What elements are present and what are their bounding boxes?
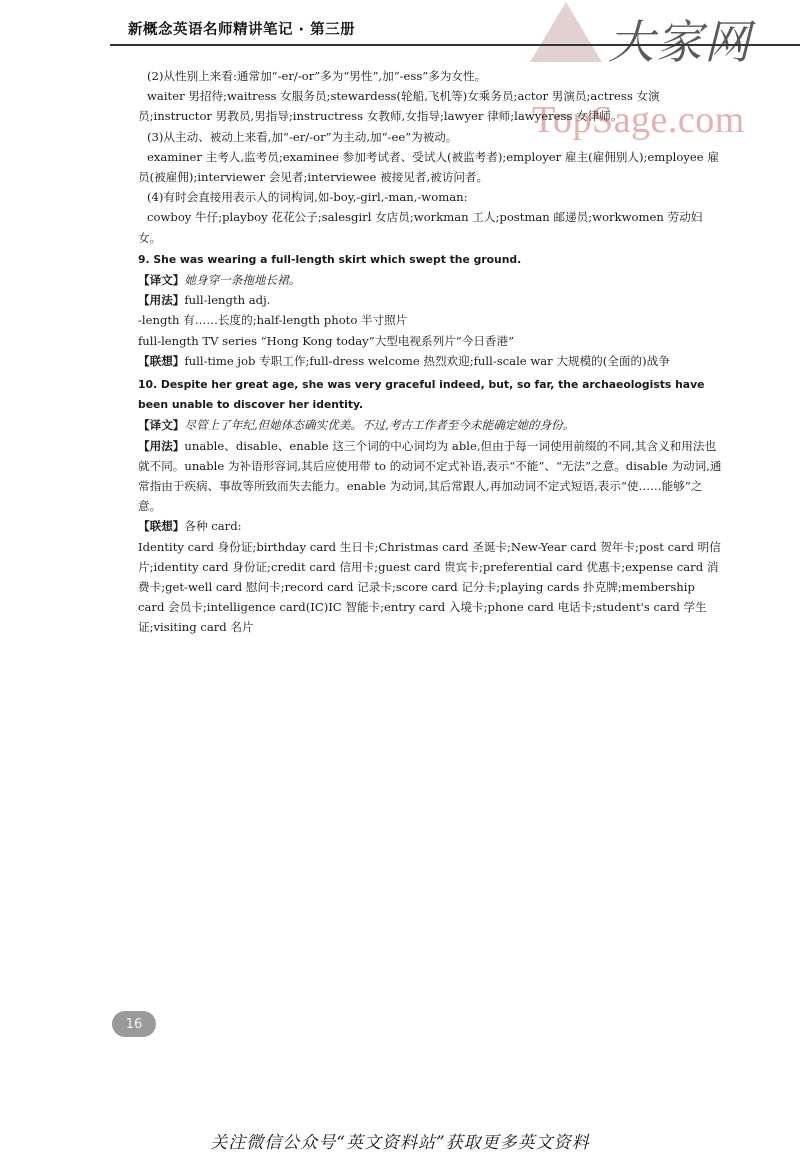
sentence-9-association <box>138 351 723 371</box>
translation-text: 尽管上了年纪,但她体态确实优美。不过,考古工作者至今未能确定她的身份。 <box>184 418 575 433</box>
sentence-9: 9. She was wearing a full-length skirt which swept the ground. <box>138 252 522 266</box>
watermark-logo-cn: 大家网 <box>608 15 752 69</box>
card-list: Identity card 身份证;birthday card 生日卡;Christmas card 圣诞卡;New-Year card 贺年卡;post card 明信片;identity card 身份证;credit card 信用卡;guest card 贵宾卡;preferential card 优惠卡;expense card 消费卡;get-well card 慰问卡;record card 记录卡;score card 记分卡;playing cards 扑克牌;membership card 会员卡;intelligence card(IC)IC 智能卡;entry card 入境卡;phone card 电话卡;student's card 学生证;visiting card 名片 <box>138 539 721 635</box>
page-number-badge <box>112 1011 156 1037</box>
sentence-10-translation <box>138 415 723 435</box>
sentence-9-usage-line-1: -length 有……长度的;half-length photo 半寸照片 <box>138 313 408 328</box>
usage-text: full-length adj. <box>184 293 271 308</box>
usage-text: unable、disable、enable 这三个词的中心词均为 able,但由于每一词使用前缀的不同,其含义和用法也就不同。unable 为补语形容词,其后应使用带 to 的动词不定式补语,表示“不能”、“无法”之意。disable 为动词,通常指由于疾病、事故等所致而失去能力。enable 为动词,其后常跟人,再加动词不定式短语,表示“使……能够”之意。 <box>138 438 722 514</box>
usage-tag: 【用法】 <box>138 438 185 453</box>
association-tag: 【联想】 <box>138 353 185 368</box>
translation-tag: 【译文】 <box>138 273 185 288</box>
paragraph-gender-examples: waiter 男招待;waitress 女服务员;stewardess(轮船,飞机等)女乘务员;actor 男演员;actress 女演员;instructor 男教员,男指导;instructress 女教师,女指导;lawyer 律师;lawyeress 女律师。 <box>138 89 660 124</box>
page-number: 16 <box>125 1016 143 1032</box>
association-text: 各种 card: <box>184 519 242 534</box>
footer-note: 关注微信公众号“英文资料站”获取更多英文资料 <box>210 1133 590 1153</box>
paragraph-voice-examples: examiner 主考人,监考员;examinee 参加考试者、受试人(被监考者);employer 雇主(雇佣别人);employee 雇员(被雇佣);interviewer 会见者;interviewee 被接见者,被访问者。 <box>138 149 719 185</box>
watermark-triangle <box>530 2 602 62</box>
association-tag: 【联想】 <box>138 519 185 534</box>
paragraph-voice: (3)从主动、被动上来看,加“-er/-or”为主动,加“-ee”为被动。 <box>147 129 458 144</box>
sentence-10-association <box>138 516 723 536</box>
sentence-9-translation <box>138 270 723 290</box>
translation-tag: 【译文】 <box>138 418 185 433</box>
paragraph-compound-examples: cowboy 牛仔;playboy 花花公子;salesgirl 女店员;workman 工人;postman 邮递员;workwomen 劳动妇女。 <box>138 210 703 245</box>
usage-tag: 【用法】 <box>138 293 185 308</box>
running-header-title: 新概念英语名师精讲笔记 · 第三册 <box>128 22 356 38</box>
header-rule <box>110 44 800 46</box>
sentence-9-usage-line-2: full-length TV series “Hong Kong today”大型电视系列片“今日香港” <box>138 333 515 348</box>
association-text: full-time job 专职工作;full-dress welcome 热烈欢迎;full-scale war 大规模的(全面的)战争 <box>184 353 670 368</box>
page-body <box>138 66 723 638</box>
paragraph-gender: (2)从性别上来看:通常加“-er/-or”多为“男性”,加“-ess”多为女性。 <box>147 69 487 83</box>
translation-text: 她身穿一条拖地长裙。 <box>184 273 301 288</box>
sentence-9-usage <box>138 290 723 310</box>
paragraph-compounds: (4)有时会直接用表示人的词构词,如-boy,-girl,-man,-woman: <box>147 190 468 205</box>
sentence-10: 10. Despite her great age, she was very graceful indeed, but, so far, the archaeologists have been unable to discover her identity. <box>138 378 705 412</box>
watermark-logo-en: TopSage.com <box>532 99 745 141</box>
sentence-10-usage <box>138 436 723 517</box>
